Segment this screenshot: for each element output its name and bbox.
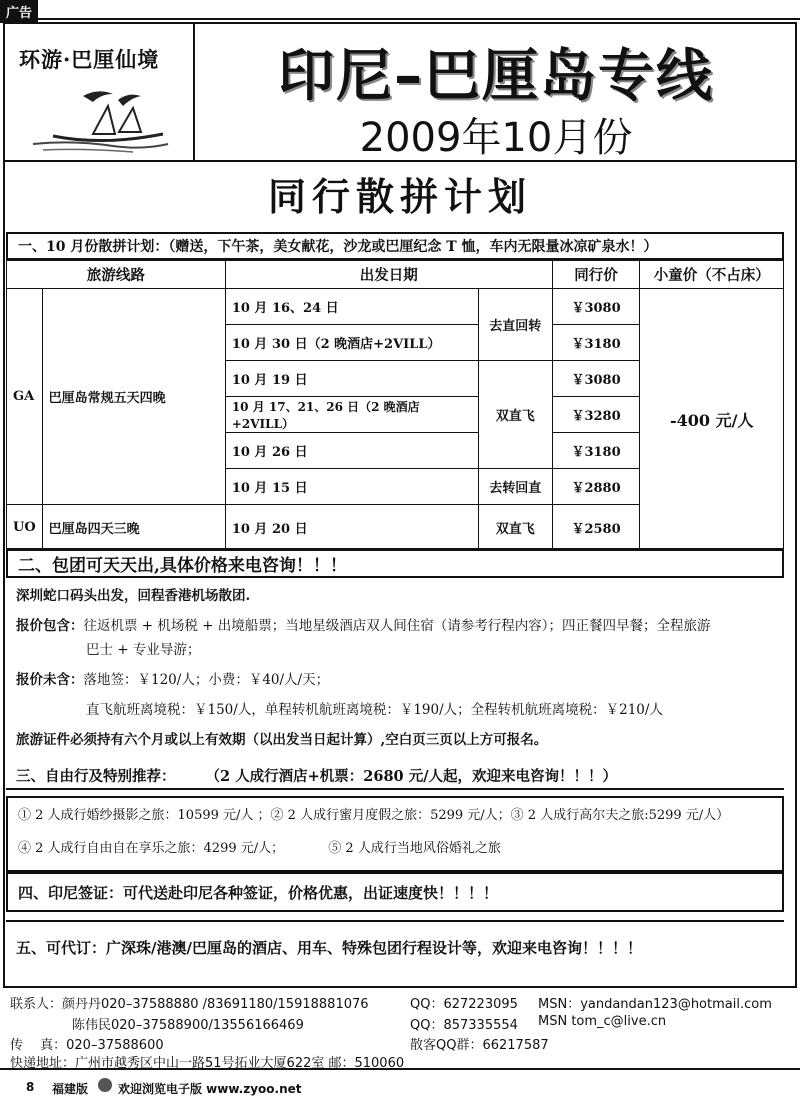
- contact-2: 陈伟民020–37588900/13556166469: [72, 1018, 304, 1033]
- contact-1: 联系人：颜丹丹020–37588880 /83691180/15918881076: [10, 997, 369, 1012]
- route-code: UO: [7, 505, 43, 551]
- recommend-item-4: ④ 2 人成行自由自在享乐之旅：4299 元/人；: [18, 841, 285, 856]
- edition-logo-icon: [98, 1078, 112, 1092]
- departure-date: 10 月 30 日（2 晚酒店+2VILL）: [225, 325, 478, 361]
- header-price: 同行价: [552, 261, 640, 289]
- peer-price: ￥3180: [552, 325, 640, 361]
- qq-1: QQ：627223095: [410, 997, 518, 1012]
- section-3-label: 三、自由行及特别推荐：: [16, 767, 176, 785]
- route-name: 巴厘岛四天三晚: [42, 505, 225, 551]
- passport-note: 旅游证件必须持有六个月或以上有效期（以出发当日起计算）,空白页三页以上方可报名。: [16, 732, 548, 748]
- table-row: [7, 289, 784, 325]
- boat-bird-logo-icon: [23, 86, 173, 156]
- departure-date: 10 月 17、21、26 日（2 晚酒店+2VILL）: [225, 397, 478, 433]
- excludes-text: 落地签：￥120/人；小费：￥40/人/天；: [83, 672, 330, 688]
- header-date: 出发日期: [225, 261, 552, 289]
- header-child-price: 小童价（不占床）: [640, 261, 784, 289]
- section-5-bar: 五、可代订：广深珠/港澳/巴厘岛的酒店、用车、特殊包团行程设计等，欢迎来电咨询！！！！: [6, 920, 784, 972]
- route-code: GA: [7, 289, 43, 505]
- msn-1: MSN：yandandan123@hotmail.com: [538, 997, 772, 1012]
- peer-price: ￥3080: [552, 289, 640, 325]
- qq-group: 散客QQ群：66217587: [410, 1038, 549, 1053]
- departure-tax: 直飞航班离境税：￥150/人，单程转机航班离境税：￥190/人；全程转机航班离境税：￥210/人: [86, 702, 663, 718]
- recommend-item-5: ⑤ 2 人成行当地风俗婚礼之旅: [328, 841, 501, 856]
- page-number: 8: [26, 1080, 35, 1094]
- fax: 传 真：020–37588600: [10, 1038, 164, 1053]
- departure-note: 深圳蛇口码头出发，回程香港机场散团.: [16, 588, 251, 604]
- qq-2: QQ：857335554: [410, 1018, 518, 1033]
- price-excludes: [16, 668, 784, 692]
- price-includes: [16, 614, 784, 638]
- departure-date: 10 月 16、24 日: [225, 289, 478, 325]
- departure-date: 10 月 19 日: [225, 361, 478, 397]
- flight-type: 去直回转: [478, 289, 552, 361]
- logo: [5, 24, 195, 160]
- recommend-line-2: [18, 837, 782, 856]
- flight-type: 去转回直: [478, 469, 552, 505]
- includes-text-2: 巴士 + 专业导游；: [86, 642, 201, 658]
- section-1-bar: 一、10 月份散拼计划：（赠送，下午茶，美女献花，沙龙或巴厘纪念 T 恤，车内无限量冰凉矿泉水！）: [6, 232, 784, 260]
- peer-price: ￥3080: [552, 361, 640, 397]
- ad-label: 广告: [0, 0, 38, 23]
- recommend-line-1: ① 2 人成行婚纱摄影之旅：10599 元/人 ；② 2 人成行蜜月度假之旅：5299 元/人；③ 2 人成行高尔夫之旅:5299 元/人）: [18, 808, 730, 823]
- route-name: 巴厘岛常规五天四晚: [42, 289, 225, 505]
- logo-text: 环游·巴厘仙境: [19, 47, 160, 72]
- page-footer: [0, 1074, 800, 1100]
- ad-label-strip: [0, 0, 800, 20]
- excludes-label: 报价未含：: [16, 672, 84, 688]
- peer-price: ￥3180: [552, 433, 640, 469]
- includes-text: 往返机票 + 机场税 + 出境船票；当地星级酒店双人间住宿（请参考行程内容）；四正餐四早餐；全程旅游: [83, 618, 711, 634]
- departure-date: 10 月 15 日: [225, 469, 478, 505]
- includes-label: 报价包含：: [16, 618, 84, 634]
- child-price: -400 元/人: [640, 289, 784, 551]
- recommendations-box: [6, 796, 784, 872]
- departure-date: 10 月 20 日: [225, 505, 478, 551]
- flight-type: 双直飞: [478, 361, 552, 469]
- header-route: 旅游线路: [7, 261, 226, 289]
- section-3-bar: [6, 762, 784, 790]
- peer-price: ￥3280: [552, 397, 640, 433]
- info-block: [6, 584, 784, 752]
- main-title: 印尼–巴厘岛专线: [278, 44, 714, 109]
- departure-date: 10 月 26 日: [225, 433, 478, 469]
- address: 快递地址：广州市越秀区中山一路51号拓业大厦622室 邮：510060: [10, 1056, 405, 1071]
- subtitle: 同行散拼计划: [267, 175, 532, 219]
- section-2-bar: 二、包团可天天出,具体价格来电咨询！！！: [6, 548, 784, 578]
- date-title: 2009年10月份: [359, 115, 633, 161]
- edition-label: 福建版: [52, 1082, 89, 1096]
- website-note: 欢迎浏览电子版 www.zyoo.net: [118, 1082, 302, 1096]
- msn-2: MSN tom_c@live.cn: [538, 1014, 667, 1029]
- footer: [0, 990, 800, 1070]
- header: [5, 24, 795, 162]
- flight-type: 双直飞: [478, 505, 552, 551]
- table-header-row: [7, 261, 784, 289]
- section-4-bar: 四、印尼签证：可代送赴印尼各种签证，价格优惠，出证速度快！！！！: [6, 872, 784, 912]
- peer-price: ￥2880: [552, 469, 640, 505]
- section-3-text: （2 人成行酒店+机票：2680 元/人起，欢迎来电咨询！！！）: [205, 767, 617, 785]
- peer-price: ￥2580: [552, 505, 640, 551]
- price-table: [6, 260, 784, 551]
